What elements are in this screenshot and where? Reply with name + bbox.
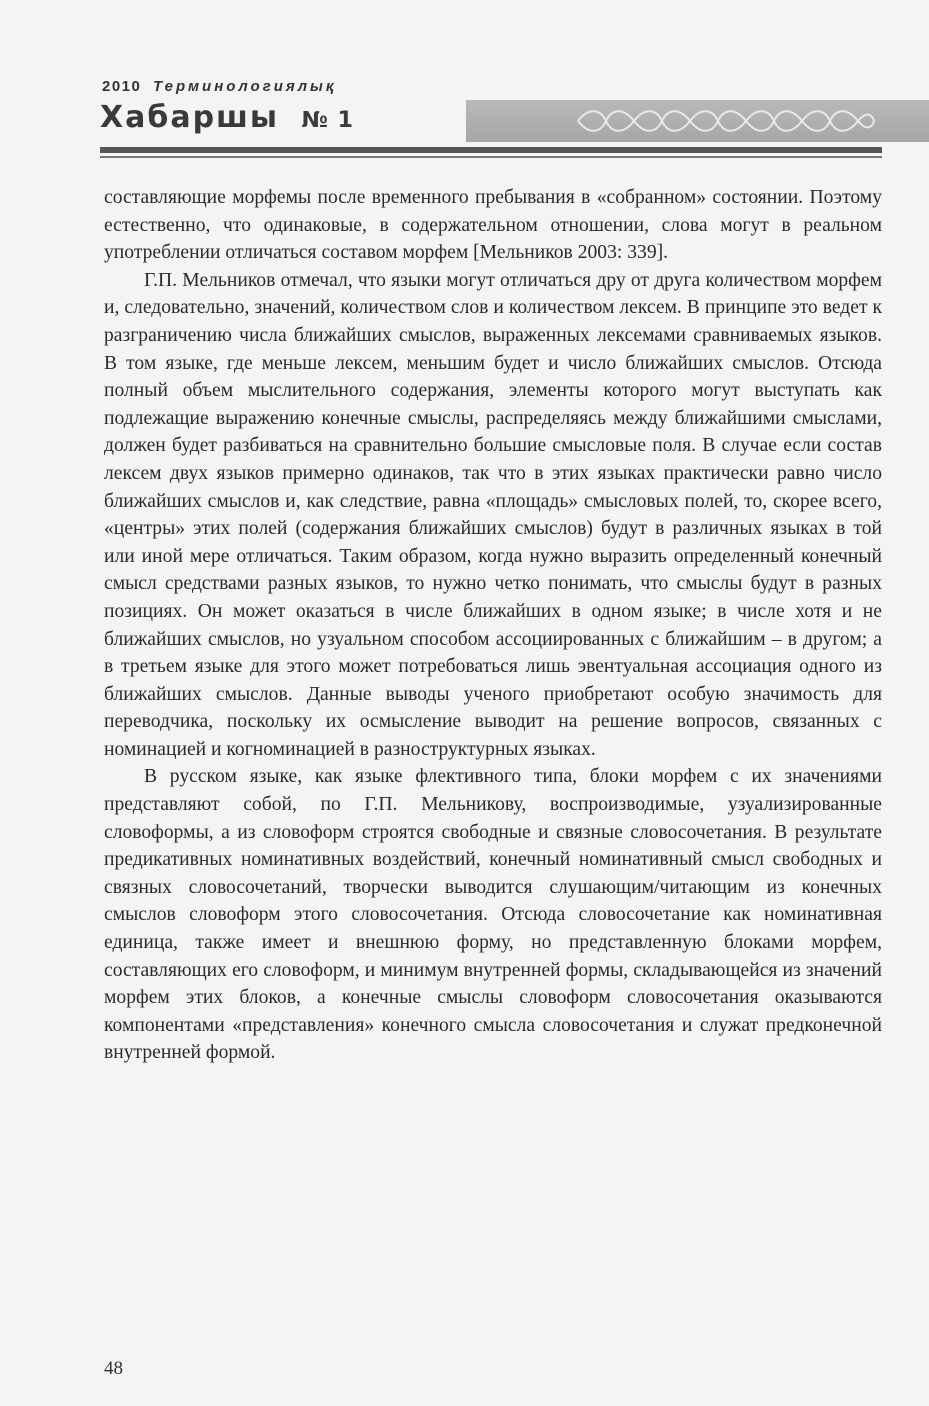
journal-header [100,78,885,168]
article-body [104,184,882,1067]
header-ornament-band [466,100,929,142]
paragraph-3: В русском языке, как языке флективного типа, блоки морфем с их значениями представляют собой, по Г.П. Мельникову, воспроизводимые, узуализированные словоформы, а из словоформ строятся свободные и связные словосочетания. В результате предикативных номинативных воздействий, конечный номинативный смысл свободных и связных словосочетаний, творчески выводится слушающим/читающим из конечных смыслов словоформ этого словосочетания. Отсюда словосочетание как номинативная единица, также имеет и внешнюю форму, но представленную блоками морфем, составляющих его словоформ, и минимум внутренней формы, складывающейся из значений морфем этих блоков, а конечные смыслы словоформ словосочетания оказываются компонентами «представления» конечного смысла словосочетания и служат предконечной внутренней формой. [104,766,882,1064]
page-number: 48 [104,1358,123,1379]
paragraph-2: Г.П. Мельников отмечал, что языки могут отличаться дру от друга количеством морфем и, следовательно, значений, количеством слов и количеством лексем. В принципе это ведет к разграничению числа ближайших смыслов, выраженных лексемами сравниваемых языков. В том языке, где меньше лексем, меньшим будет и число ближайших смыслов. Отсюда полный объем мыслительного содержания, элементы которого могут выступать как подлежащие выражению конечные смыслы, распределяясь между ближайшими смыслами, должен будет разбиваться на сравнительно большие смысловые поля. В случае если состав лексем двух языков примерно одинаков, так что в этих языках практически равно число ближайших смыслов и, как следствие, равна «площадь» смысловых полей, то, скорее всего, «центры» этих полей (содержания ближайших смыслов) будут в различных языках в той или иной мере отличаться. Таким образом, когда нужно выразить определенный конечный смысл средствами разных языков, то нужно четко понимать, что смыслы будут в разных позициях. Он может оказаться в числе ближайших в одном языке; в числе хотя и не ближайших смыслов, но узуальном способом ассоциированных с ближайшим – в другом; а в третьем языке для этого может потребоваться лишь эвентуальная ассоциация одного из ближайших смыслов. Данные выводы ученого приобретают особую значимость для переводчика, поскольку их осмысление выводит на решение вопросов, связанных с номинацией и когноминацией в разноструктурных языках. [104,269,882,760]
header-journal-line1: Терминологиялық [153,78,337,95]
header-issue: № 1 [301,108,354,133]
paragraph-1: составляющие морфемы после временного пребывания в «собранном» состоянии. Поэтому естественно, что одинаковые, в содержательном отношении, слова могут в реальном употреблении отличаться составом морфем [Мельников 2003: 339]. [104,187,882,264]
header-rule-thick [100,147,882,153]
header-rule-thin [100,156,882,158]
header-line-2 [100,100,354,135]
header-line-1 [102,78,336,95]
ornament-pattern-icon [576,108,876,134]
header-journal-line2: Хабаршы [100,100,280,135]
header-year: 2010 [102,78,142,95]
